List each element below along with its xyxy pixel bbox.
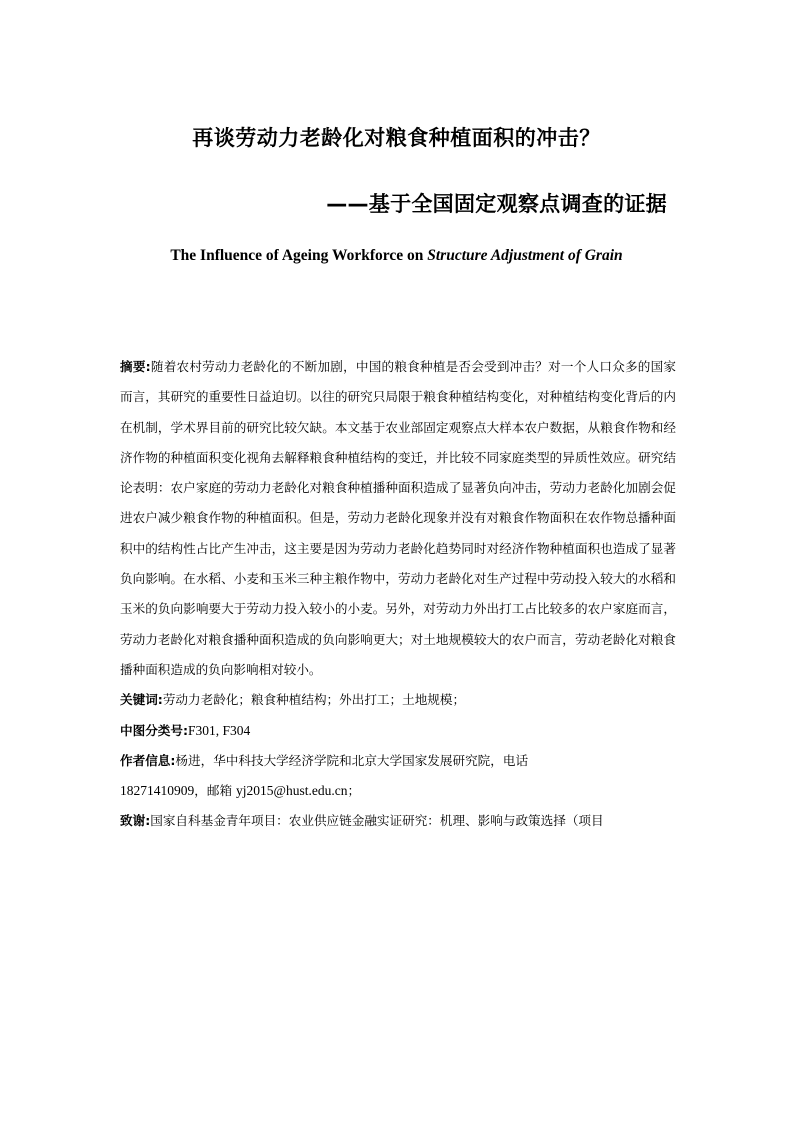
author-label: 作者信息:: [120, 752, 176, 768]
english-title-plain: The Influence of Ageing Workforce on: [170, 247, 428, 264]
paper-title: 再谈劳动力老龄化对粮食种植面积的冲击？: [192, 126, 601, 150]
acknowledgement-line: [120, 806, 676, 836]
author-email-prefix: ，邮箱: [194, 783, 237, 799]
acknowledgement-label: 致谢:: [120, 813, 151, 829]
author-info: [120, 746, 676, 807]
keywords-label: 关键词:: [120, 692, 163, 708]
abstract-label: 摘要:: [120, 359, 151, 374]
paper-subtitle: ——基于全国固定观察点调查的证据: [326, 192, 667, 216]
acknowledgement-text: 国家自科基金青年项目：农业供应链金融实证研究：机理、影响与政策选择（项目: [150, 813, 604, 829]
abstract-text: 随着农村劳动力老龄化的不断加剧，中国的粮食种植是否会受到冲击？对一个人口众多的国家而言，其研究的重要性日益迫切。以往的研究只局限于粮食种植结构变化，对种植结构变化背后的内在机制，学术界目前的研究比较欠缺。本文基于农业部固定观察点大样本农户数据，从粮食作物和经济作物的种植面积变化视角去解释粮食种植结构的变迁，并比较不同家庭类型的异质性效应。研究结论表明：农户家庭的劳动力老龄化对粮食种植播种面积造成了显著负向冲击，劳动力老龄化加剧会促进农户减少粮食作物的种植面积。但是，劳动力老龄化现象并没有对粮食作物面积在农作物总播种面积中的结构性占比产生冲击，这主要是因为劳动力老龄化趋势同时对经济作物种植面积也造成了显著负向影响。在水稻、小麦和玉米三种主粮作物中，劳动力老龄化对生产过程中劳动投入较大的水稻和玉米的负向影响要大于劳动力投入较小的小麦。另外，对劳动力外出打工占比较多的农户家庭而言，劳动力老龄化对粮食播种面积造成的负向影响更大；对土地规模较大的农户而言，劳动老龄化对粮食播种面积造成的负向影响相对较小。: [120, 359, 676, 677]
keywords-line: [120, 685, 676, 715]
english-title: [0, 247, 793, 265]
author-suffix: ；: [347, 783, 361, 799]
english-title-italic: Structure Adjustment of Grain: [427, 247, 623, 264]
abstract-paragraph: [120, 352, 676, 685]
keywords-text: 劳动力老龄化；粮食种植结构；外出打工；土地规模；: [162, 692, 466, 708]
classification-text: F301, F304: [188, 722, 251, 738]
author-text: 杨进，华中科技大学经济学院和北京大学国家发展研究院，电话: [175, 752, 529, 768]
paper-body: [120, 352, 676, 837]
author-email: yj2015@hust.edu.cn: [236, 783, 348, 799]
classification-label: 中图分类号:: [120, 722, 189, 738]
author-phone: 18271410909: [120, 783, 195, 799]
classification-line: [120, 716, 676, 746]
